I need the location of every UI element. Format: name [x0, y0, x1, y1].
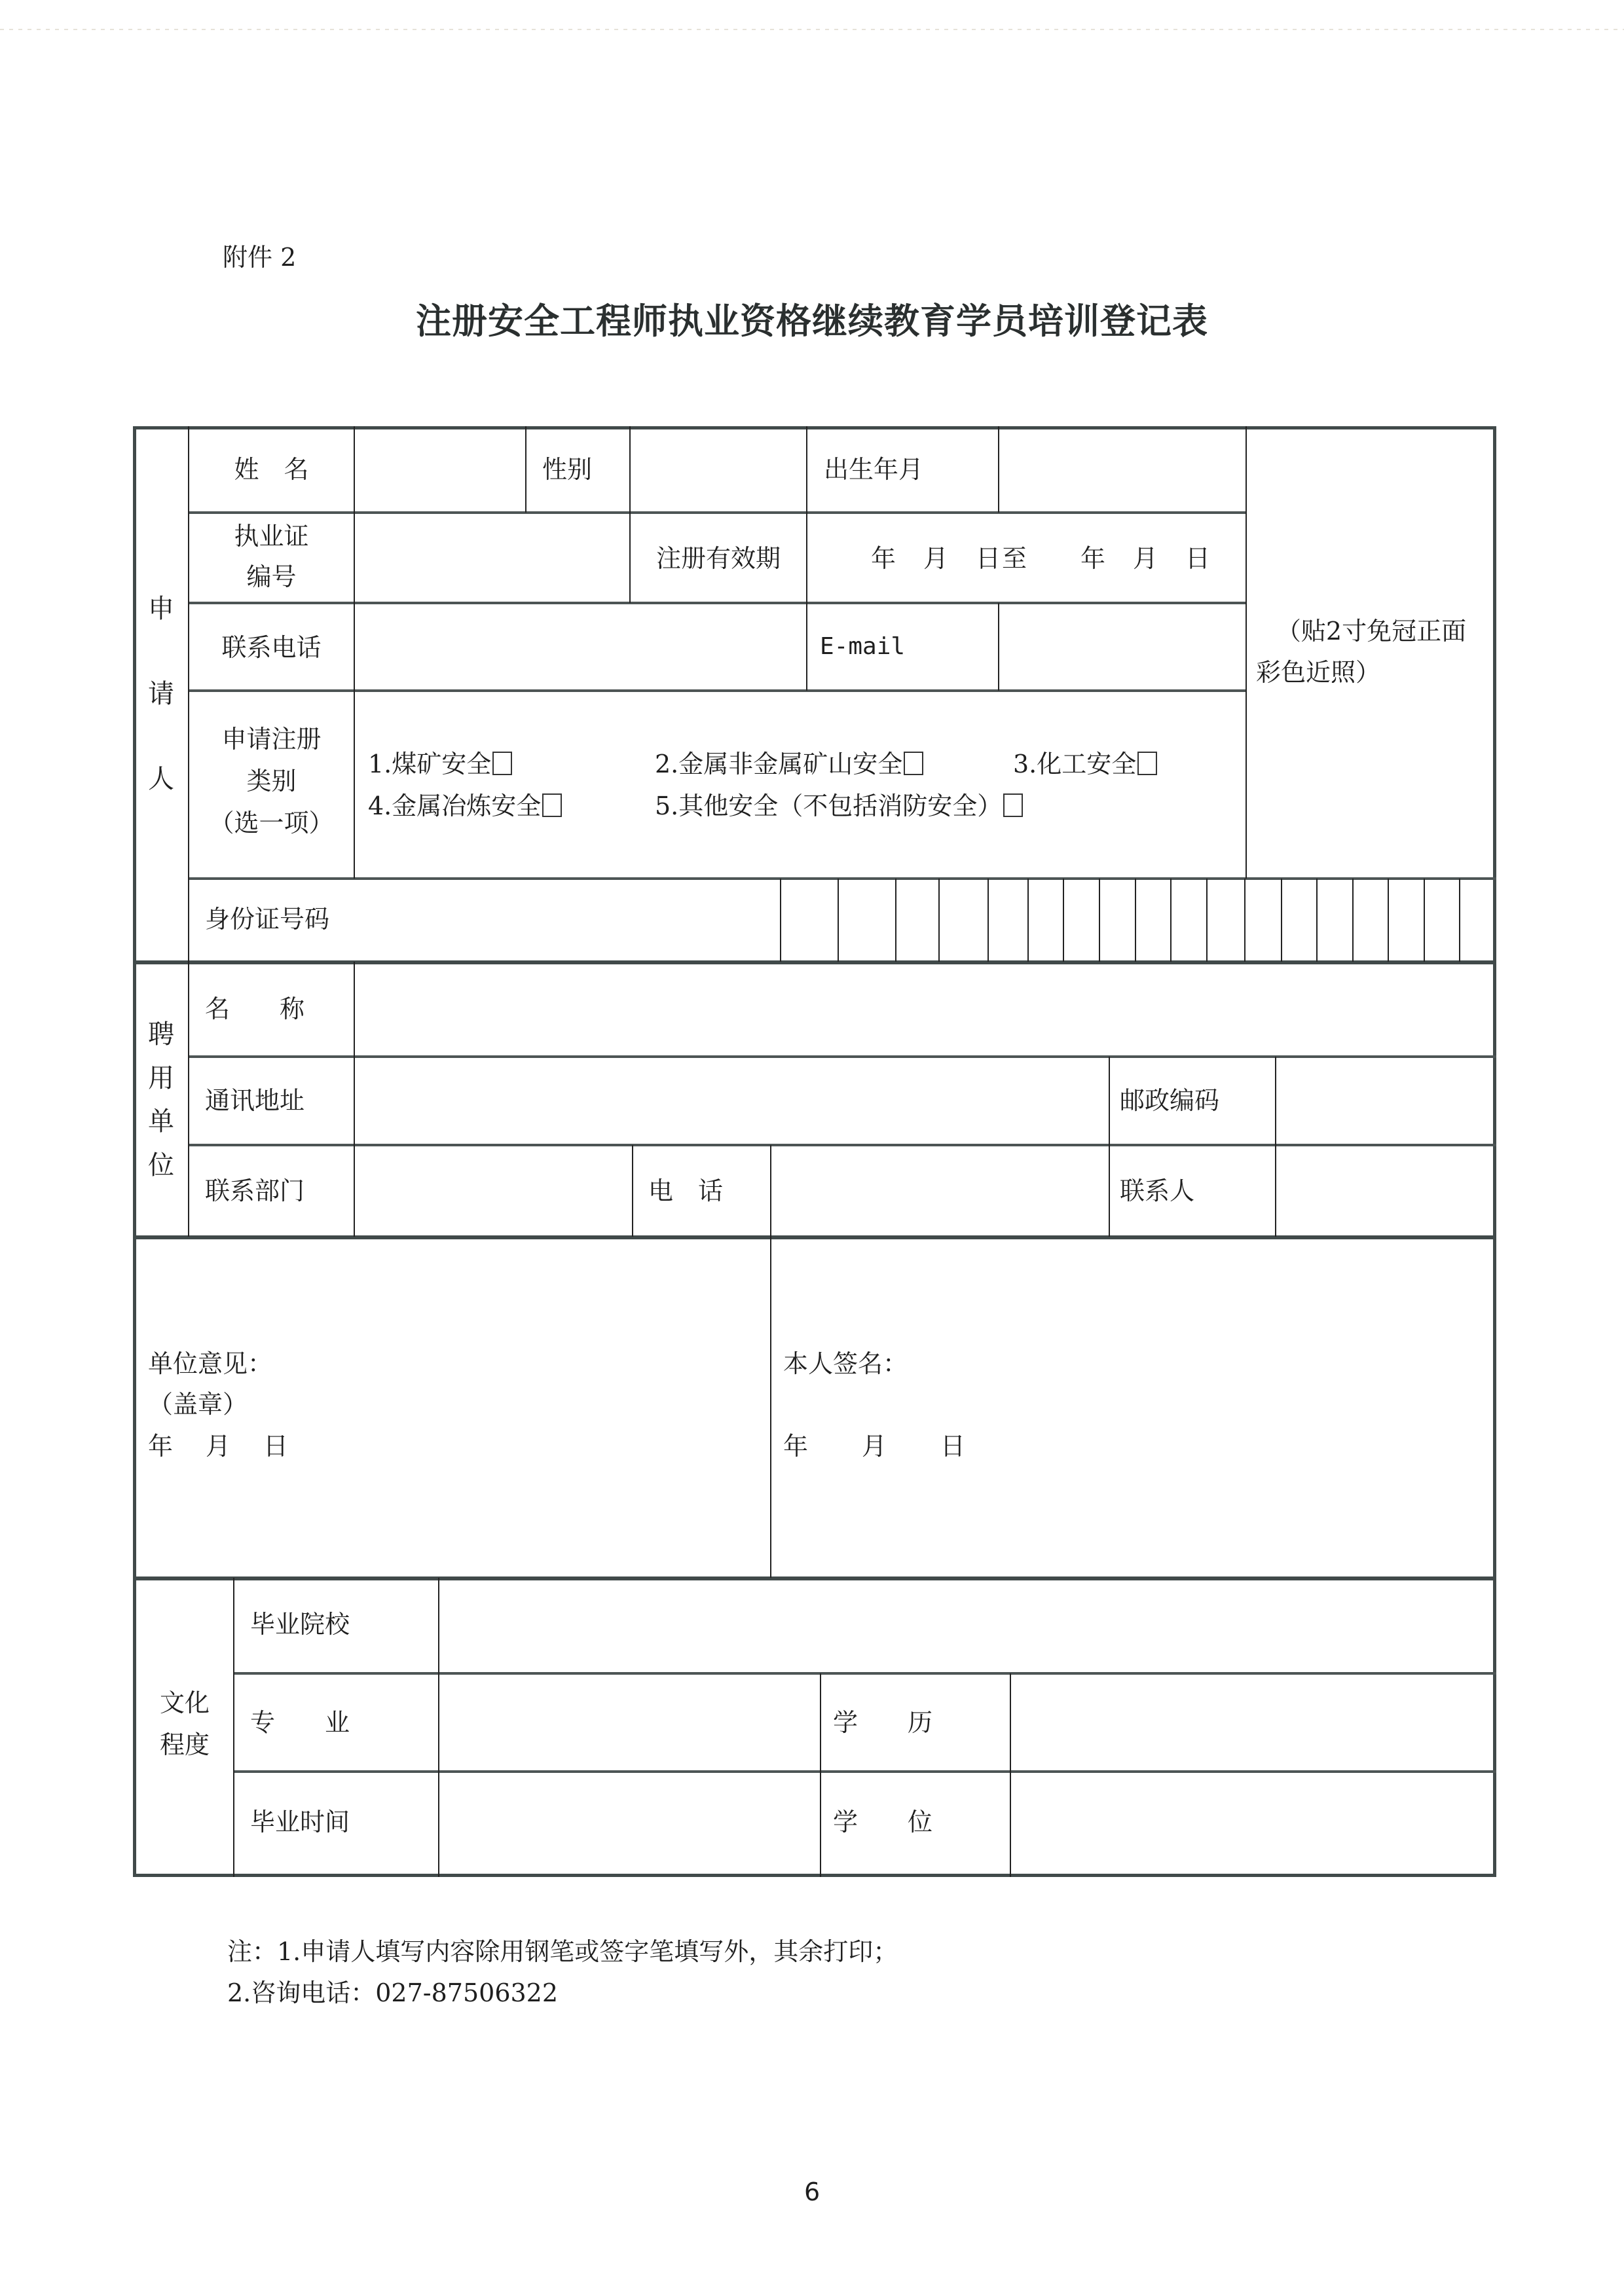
self-date: 年 月 日	[783, 1432, 967, 1461]
id-box-divider	[1244, 879, 1246, 962]
note-line-1: 注：1.申请人填写内容除用钢笔或签字笔填写外，其余打印；	[227, 1937, 898, 1966]
row-divider	[189, 877, 1496, 880]
row-divider	[189, 689, 1246, 692]
row-divider	[189, 1144, 1496, 1146]
category-label-line2: 类别	[246, 767, 297, 795]
id-box-divider	[1352, 879, 1354, 962]
col-divider	[820, 1673, 821, 1877]
category-option-label: 4.金属冶炼安全	[368, 792, 542, 820]
category-option-label: 1.煤矿安全	[368, 750, 492, 778]
section-label-employer-4: 位	[148, 1150, 174, 1180]
photo-area[interactable]	[1247, 428, 1494, 877]
col-divider	[770, 1237, 771, 1578]
col-divider	[188, 962, 189, 1237]
checkbox[interactable]	[1003, 793, 1023, 817]
degree-label: 学 位	[833, 1808, 933, 1836]
category-label-line3: （选一项）	[209, 809, 334, 837]
license-number-field[interactable]	[356, 515, 629, 601]
birth-label: 出生年月	[824, 455, 924, 484]
name-field[interactable]	[356, 428, 525, 511]
col-divider	[233, 1578, 234, 1877]
education-section-label-line1: 文化	[159, 1688, 210, 1717]
category-option-4[interactable]	[368, 793, 562, 818]
note-line-2: 2.咨询电话：027-87506322	[227, 1978, 559, 2007]
category-option-3[interactable]	[1013, 752, 1157, 776]
section-label-applicant-2: 请	[148, 679, 174, 709]
row-divider	[189, 511, 1246, 514]
major-field[interactable]	[440, 1676, 819, 1769]
section-label-applicant-3: 人	[148, 764, 174, 794]
employer-tel-label: 电 话	[648, 1176, 724, 1205]
self-signature-label: 本人签名：	[783, 1349, 908, 1378]
phone-label: 联系电话	[221, 633, 322, 662]
id-box-divider	[1206, 879, 1208, 962]
major-label: 专 业	[250, 1708, 350, 1737]
row-divider	[234, 1672, 1496, 1675]
form-title: 注册安全工程师执业资格继续教育学员培训登记表	[416, 301, 1208, 342]
address-field[interactable]	[356, 1059, 1107, 1142]
category-option-2[interactable]	[655, 752, 923, 776]
unit-date: 年 月 日	[148, 1432, 293, 1461]
col-divider	[188, 426, 189, 962]
section-label-employer-3: 单	[148, 1106, 174, 1137]
id-box-divider	[780, 879, 781, 962]
col-divider	[354, 962, 355, 1237]
email-field[interactable]	[1000, 605, 1245, 689]
section-label-employer-1: 聘	[148, 1019, 174, 1049]
checkbox[interactable]	[492, 752, 512, 775]
unit-opinion-area[interactable]	[136, 1239, 769, 1576]
id-box-divider	[838, 879, 839, 962]
birth-field[interactable]	[1000, 428, 1245, 511]
id-box-divider	[1170, 879, 1172, 962]
postcode-field[interactable]	[1277, 1059, 1495, 1142]
education-level-label: 学 历	[833, 1708, 933, 1737]
page-number: 6	[804, 2178, 821, 2206]
checkbox[interactable]	[542, 793, 562, 817]
attachment-label: 附件 2	[223, 243, 297, 272]
category-option-5[interactable]	[655, 793, 1023, 818]
self-signature-area[interactable]	[772, 1239, 1495, 1576]
col-divider	[1109, 1057, 1110, 1237]
photo-note-line2: 彩色近照）	[1256, 658, 1381, 687]
section-divider	[133, 960, 1496, 964]
col-divider	[1275, 1057, 1276, 1237]
education-section-label-line2: 程度	[159, 1730, 210, 1759]
category-label-line1: 申请注册	[221, 725, 322, 754]
row-divider	[189, 1055, 1496, 1058]
id-box-divider	[895, 879, 896, 962]
contact-person-label: 联系人	[1120, 1176, 1195, 1205]
gender-label: 性别	[542, 455, 593, 484]
id-box-divider	[938, 879, 940, 962]
col-divider	[525, 426, 526, 513]
section-label-employer-2: 用	[148, 1063, 174, 1093]
id-box-divider	[1424, 879, 1425, 962]
graduation-time-field[interactable]	[440, 1774, 819, 1874]
id-box-divider	[1027, 879, 1029, 962]
id-box-divider	[1281, 879, 1282, 962]
row-divider	[234, 1770, 1496, 1773]
validity-label: 注册有效期	[655, 544, 781, 573]
id-box-divider	[1459, 879, 1460, 962]
id-box-divider	[1099, 879, 1100, 962]
col-divider	[770, 1145, 771, 1237]
id-box-divider	[1388, 879, 1389, 962]
graduation-time-label: 毕业时间	[250, 1808, 350, 1836]
license-label-line2: 编号	[246, 562, 297, 591]
postcode-label: 邮政编码	[1120, 1086, 1220, 1115]
school-field[interactable]	[440, 1580, 1495, 1671]
col-divider	[1010, 1673, 1011, 1877]
category-option-label: 3.化工安全	[1013, 750, 1137, 778]
scan-artifact-line	[0, 29, 1624, 30]
id-box-divider	[1135, 879, 1136, 962]
school-label: 毕业院校	[250, 1610, 350, 1639]
department-field[interactable]	[356, 1147, 631, 1235]
education-level-field[interactable]	[1012, 1676, 1495, 1769]
employer-name-field[interactable]	[356, 965, 1495, 1054]
col-divider	[438, 1578, 439, 1877]
validity-date-field[interactable]: 年 月 日至 年 月 日	[871, 544, 1212, 573]
id-box-divider	[1316, 879, 1318, 962]
employer-tel-field[interactable]	[772, 1147, 1107, 1235]
employer-name-label: 名 称	[205, 994, 305, 1023]
seal-label: （盖章）	[148, 1390, 248, 1419]
name-label: 姓 名	[234, 455, 309, 484]
col-divider	[629, 426, 631, 603]
license-label-line1: 执业证	[234, 522, 309, 551]
department-label: 联系部门	[205, 1176, 305, 1205]
degree-field[interactable]	[1012, 1774, 1495, 1874]
category-option-label: 2.金属非金属矿山安全	[655, 750, 903, 778]
category-option-1[interactable]	[368, 752, 512, 776]
id-number-label: 身份证号码	[205, 905, 330, 934]
col-divider	[1246, 426, 1247, 879]
address-label: 通讯地址	[205, 1086, 305, 1115]
photo-note-line1: （贴2寸免冠正面	[1276, 617, 1467, 646]
gender-field[interactable]	[631, 428, 805, 511]
id-box-divider	[987, 879, 989, 962]
section-label-applicant-1: 申	[148, 594, 174, 624]
email-label: E-mail	[820, 633, 906, 660]
id-box-divider	[1063, 879, 1064, 962]
phone-field[interactable]	[356, 605, 805, 689]
category-option-label: 5.其他安全（不包括消防安全）	[655, 792, 1003, 820]
checkbox[interactable]	[904, 752, 923, 775]
contact-person-field[interactable]	[1277, 1147, 1495, 1235]
col-divider	[998, 603, 999, 691]
checkbox[interactable]	[1137, 752, 1157, 775]
unit-opinion-label: 单位意见：	[148, 1349, 273, 1378]
row-divider	[189, 602, 1246, 604]
col-divider	[998, 426, 999, 513]
col-divider	[632, 1145, 633, 1237]
